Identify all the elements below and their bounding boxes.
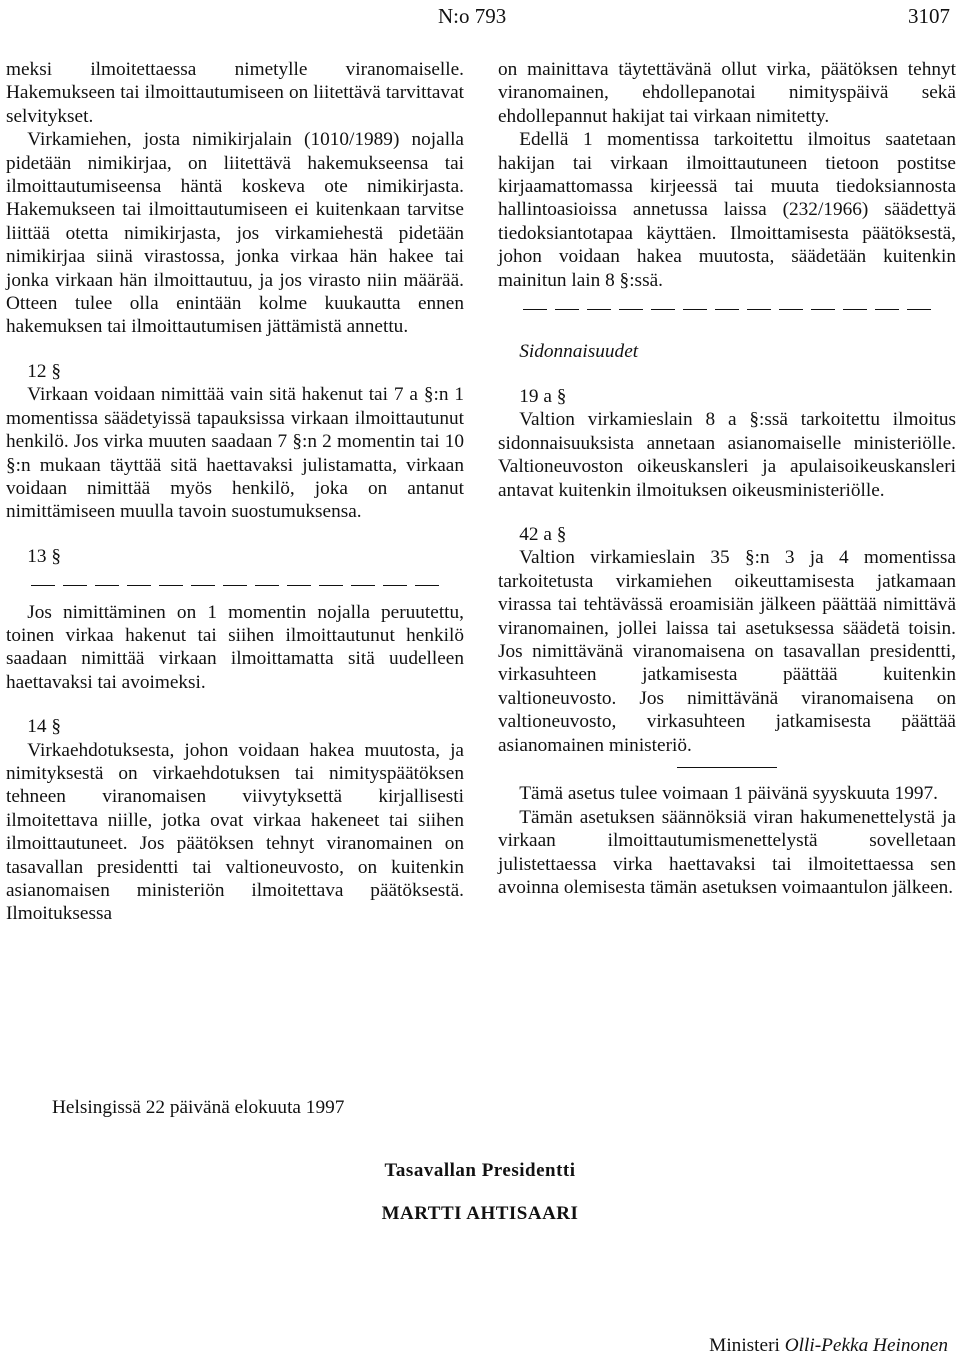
right-paragraph-2: Edellä 1 momentissa tarkoitettu ilmoitus saatetaan hakijan tai virkaan ilmoittautuneen tietoon postitse kirjaamattomassa kirjeessä tai muuta tiedoksiannosta hallintoasioissa annetussa laissa (232/1966) säädettyä tiedoksiantotapaa käyttäen. Ilmoittamisesta päätöksestä, johon voidaan hakea muutosta, säädetään kuitenkin mainitun lain 8 §:ssä. bbox=[498, 129, 956, 291]
signatory-name: MARTTI AHTISAARI bbox=[381, 1203, 579, 1224]
page-number: 3107 bbox=[908, 4, 950, 28]
section-14-text: Virkaehdotuksesta, johon voidaan hakea muutosta, ja nimityksestä on virkaehdotuksen tai nimityspäätöksen tehneen viranomaisen viivytyksettä kirjallisesti ilmoitettava niille, jotka ovat virkaa hakeneet tai siihen ilmoittautuneet. Jos päätöksen tehnyt viranomainen on tasavallan presidentti tai valtioneuvosto, on kuitenkin asianomaisen ministeriön ilmoitettava päätöksestä. Ilmoituksessa bbox=[6, 739, 464, 925]
section-14-heading: 14 § bbox=[27, 716, 61, 738]
minister-name: Olli-Pekka Heinonen bbox=[784, 1335, 948, 1356]
section-12-text: Virkaan voidaan nimittää vain sitä hakenut tai 7 a §:n 1 momentissa säädetyissä tapauksissa virkaan ilmoittautunut henkilö. Jos virka muuten saadaan 7 §:n 2 momentin tai 10 §:n mukaan täyttää sitä haettavaksi julistamatta, virkaan voidaan nimittää myös henkilö, joka on antanut nimittämiseen muulla tavoin suostumuksensa. bbox=[6, 384, 464, 523]
place-and-date: Helsingissä 22 päivänä elokuuta 1997 bbox=[52, 1097, 345, 1118]
section-42a-heading: 42 a § bbox=[519, 523, 567, 545]
chapter-heading: Sidonnaisuudet bbox=[519, 341, 639, 363]
section-19a-text: Valtion virkamieslain 8 a §:ssä tarkoitettu ilmoitus sidonnaisuuksista annetaan asianomaiselle ministeriölle. Valtioneuvoston oikeuskansleri ja apulaisoikeuskansleri antavat kuitenkin ilmoituksen oikeusministeriölle. bbox=[498, 409, 956, 501]
left-column bbox=[6, 58, 464, 926]
page-header bbox=[0, 0, 960, 34]
section-13-heading: 13 § bbox=[27, 545, 61, 567]
section-19a-heading: 19 a § bbox=[519, 385, 567, 407]
section-12-heading: 12 § bbox=[27, 360, 61, 382]
divider-rule bbox=[677, 767, 777, 769]
statute-number: N:o 793 bbox=[438, 4, 507, 28]
signatory-title: Tasavallan Presidentti bbox=[384, 1160, 576, 1181]
countersignature bbox=[709, 1335, 948, 1357]
section-13-text: Jos nimittäminen on 1 momentin nojalla peruutettu, toinen virkaa hakenut tai siihen ilmoittautunut henkilö saadaan nimittää virkaan ilmoittamatta sitä uudelleen haettavaksi tai avoimeksi. bbox=[6, 601, 464, 693]
omission-dashes-right bbox=[498, 297, 956, 320]
section-42a-text: Valtion virkamieslain 35 §:n 3 ja 4 momentissa tarkoitetusta virkamiehen oikeuttamisesta jatkamaan virassa tai tehtävässä eroamisiän jälkeen päättää nimittävä viranomainen, jollei laissa tai asetuksessa säädetä toisin. Jos nimittävänä viranomaisena on tasavallan presidentti, virkasuhteen jatkamisesta päättää kuitenkin valtioneuvosto. Jos nimittävänä viranomaisena on valtioneuvosto, virkasuhteen jatkamisesta päättää asianomainen ministeriö. bbox=[498, 547, 956, 756]
minister-label: Ministeri bbox=[709, 1335, 780, 1356]
right-column bbox=[498, 58, 956, 900]
left-paragraph-1: meksi ilmoitettaessa nimetylle viranomaiselle. Hakemukseen tai ilmoittautumiseen on liitettävä tarvittavat selvitykset. bbox=[6, 59, 464, 127]
right-paragraph-1: on mainittava täytettävänä ollut virka, päätöksen tehnyt viranomainen, ehdollepanotai nimityspäivä sekä ehdollepannut hakijat tai virkaan nimitetty. bbox=[498, 59, 956, 127]
transitional-provision: Tämän asetuksen säännöksiä viran hakumenettelystä ja virkaan ilmoittautumismenettelystä sovelletaan julistettaessa virka haettavaksi tai ilmoitettaessa sen avoinna olemisesta tämän asetuksen voimaantulon jälkeen. bbox=[498, 806, 956, 899]
left-paragraph-2: Virkamiehen, josta nimikirjalain (1010/1989) nojalla pidetään nimikirjaa, on liitettävä hakemukseensa tai ilmoittautumiseensa häntä koskeva ote nimikirjasta. Hakemukseen tai ilmoittautumiseen ei kuitenkaan tarvitse liittää otetta nimikirjasta, jos virkamiehestä pidetään nimikirjaa siinä virastossa, jonka virkaa hän hakee tai jonka virkaan hän ilmoittautuu, ja jos virasto niin määrää. Otteen tulee olla enintään kolme kuukautta ennen hakemuksen tai ilmoittautumisen jättämistä annettu. bbox=[6, 129, 464, 338]
omission-dashes bbox=[6, 573, 464, 596]
entry-into-force: Tämä asetus tulee voimaan 1 päivänä syyskuuta 1997. bbox=[519, 783, 938, 805]
